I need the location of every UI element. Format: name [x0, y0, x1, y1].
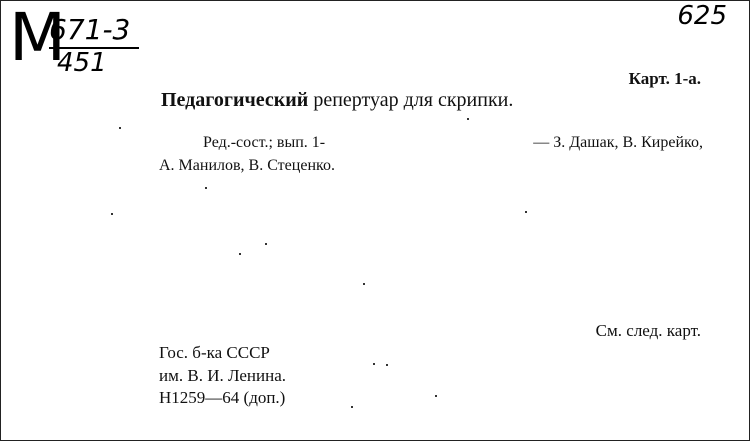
speck	[205, 187, 207, 189]
speck	[525, 211, 527, 213]
title-bold: Педагогический	[161, 89, 309, 111]
editors-line2: А. Манилов, В. Стеценко.	[159, 157, 335, 174]
speck	[239, 253, 241, 255]
editors-names: — З. Дашак, В. Кирейко,	[533, 134, 703, 151]
call-number-top: 671-3	[49, 13, 131, 46]
speck	[467, 118, 469, 120]
handwritten-number: 625	[677, 1, 727, 31]
editors-label: Ред.-сост.; вып. 1-	[203, 134, 326, 151]
library-line-1: Гос. б-ка СССР	[159, 343, 270, 362]
title	[161, 89, 513, 112]
speck	[373, 363, 375, 365]
call-number-bottom: 451	[57, 48, 107, 78]
speck	[119, 127, 121, 129]
card-label: Карт. 1-а.	[628, 69, 701, 88]
speck	[265, 243, 267, 245]
see-next-card: См. след. карт.	[595, 321, 701, 340]
call-number-letter: М	[9, 0, 64, 76]
library-line-2: им. В. И. Ленина.	[159, 366, 287, 385]
speck	[351, 406, 353, 408]
speck	[111, 213, 113, 215]
speck	[386, 364, 388, 366]
title-rest: репертуар для скрипки.	[308, 89, 514, 111]
speck	[435, 395, 437, 397]
library-line-3: Н1259—64 (доп.)	[159, 388, 286, 407]
speck	[363, 283, 365, 285]
